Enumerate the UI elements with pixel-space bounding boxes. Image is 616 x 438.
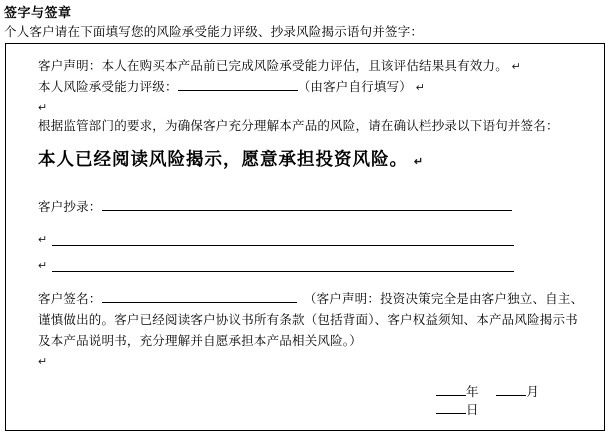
paragraph-mark-icon: ↵ xyxy=(38,102,48,114)
date-month[interactable] xyxy=(496,382,539,400)
month-label: 月 xyxy=(526,385,540,399)
footer-paren: （ xyxy=(303,292,317,306)
paragraph-mark-icon: ↵ xyxy=(38,234,48,246)
transcribe-line-3 xyxy=(38,253,588,279)
paragraph-mark-icon: ↵ xyxy=(511,61,522,73)
declaration-label: 客户声明： xyxy=(38,59,102,73)
spacer xyxy=(38,98,588,116)
date-year[interactable] xyxy=(436,382,479,400)
rating-label: 本人风险承受能力评级： xyxy=(38,80,178,94)
transcribe-line xyxy=(38,197,588,217)
spacer xyxy=(38,279,588,289)
day-input[interactable] xyxy=(436,402,466,414)
signature-line xyxy=(38,289,588,352)
signature-box-content xyxy=(38,56,588,370)
spacer xyxy=(38,175,588,197)
rating-input[interactable] xyxy=(178,79,298,91)
declaration-text: 本人在购买本产品前已完成风险承受能力评估，且该评估结果具有效力。 xyxy=(101,59,508,73)
date-row xyxy=(436,382,604,418)
transcribe-input-2[interactable] xyxy=(52,245,514,246)
risk-statement xyxy=(38,146,588,175)
page-title: 签字与签章 xyxy=(4,5,72,20)
rating-line xyxy=(38,77,588,98)
instruction-line xyxy=(38,116,588,136)
paragraph-mark-icon: ↵ xyxy=(38,356,48,368)
paragraph-mark-icon: ↵ xyxy=(38,260,48,272)
instruction-text: 根据监管部门的要求，为确保客户充分理解本产品的风险，请在确认栏抄录以下语句并签名： xyxy=(38,119,559,133)
spacer xyxy=(38,352,588,370)
year-label: 年 xyxy=(466,385,479,399)
date-day[interactable] xyxy=(436,400,479,418)
declaration-line xyxy=(38,56,588,77)
signature-label: 客户签名： xyxy=(38,292,102,306)
risk-statement-text: 本人已经阅读风险揭示，愿意承担投资风险。 xyxy=(38,149,408,169)
intro-paragraph xyxy=(4,22,423,40)
spacer xyxy=(38,136,588,146)
paragraph-mark-icon: ↵ xyxy=(413,156,425,168)
rating-note: （由客户自行填写） xyxy=(297,80,413,94)
day-label: 日 xyxy=(466,403,479,417)
signature-box xyxy=(5,43,605,431)
intro-text: 个人客户请在下面填写您的风险承受能力评级、抄录风险揭示语句并签字： xyxy=(4,25,424,39)
transcribe-input[interactable] xyxy=(102,199,512,211)
footer-text: 客户声明：投资决策完全是由客户独立、自主、谨慎做出的。客户已经阅读客户协议书所有条款（包括背面）、客户权益须知、本产品风险揭示书及本产品说明书，充分理解并自愿承担本产品相关风险。） xyxy=(38,292,584,348)
year-input[interactable] xyxy=(436,384,466,396)
transcribe-line-2 xyxy=(38,227,588,253)
transcribe-label: 客户抄录： xyxy=(38,200,102,214)
signature-input[interactable] xyxy=(102,291,297,303)
transcribe-input-3[interactable] xyxy=(52,271,514,272)
paragraph-mark-icon: ↵ xyxy=(415,82,426,94)
month-input[interactable] xyxy=(496,384,526,396)
spacer xyxy=(38,217,588,227)
